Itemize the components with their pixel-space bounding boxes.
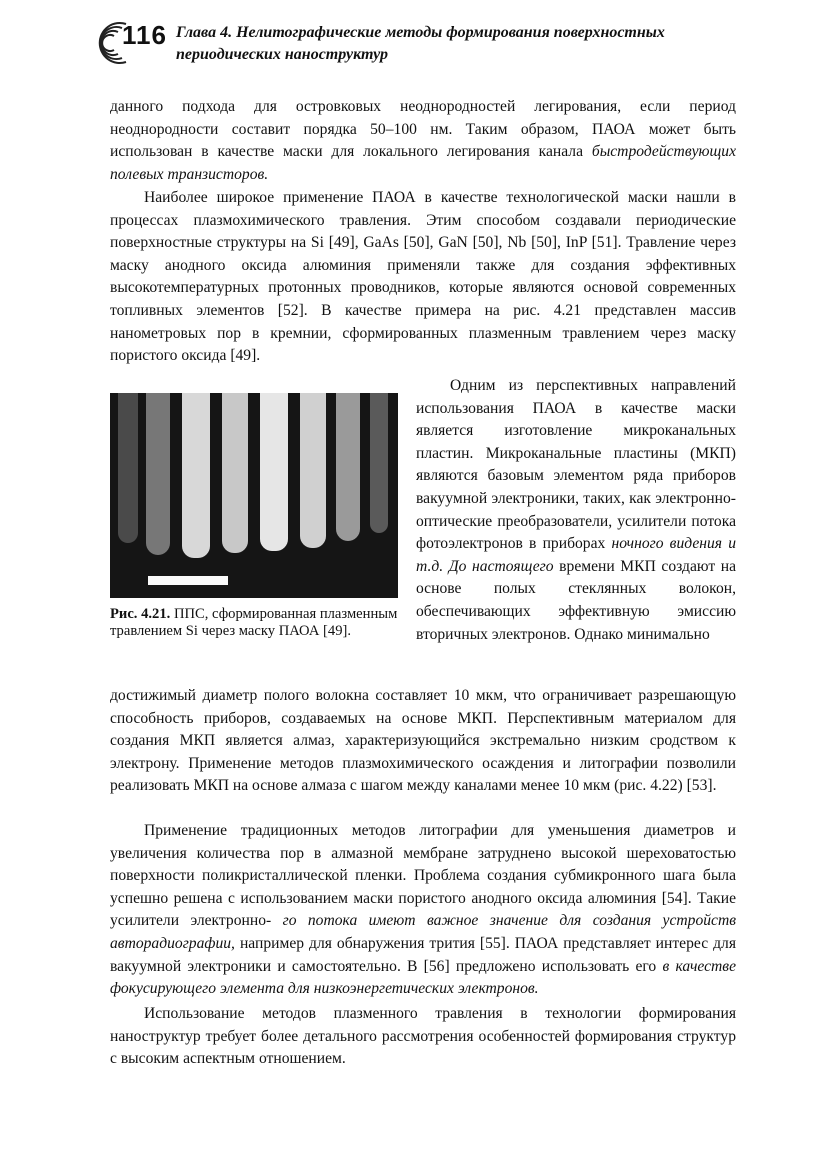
paragraph-4 xyxy=(110,820,736,1001)
pore xyxy=(118,393,138,543)
pore xyxy=(182,393,210,558)
pore xyxy=(146,393,170,555)
page-number: 116 xyxy=(122,20,167,50)
pore xyxy=(336,393,360,541)
paragraph-4-text-b: например для обнаружения трития [55]. ПАОА представляет интерес для вакуумной электроники и самостоятельно. В [56] предложено использовать его xyxy=(110,934,736,975)
paragraph-1 xyxy=(110,96,736,186)
paragraph-3-wrapped xyxy=(416,375,736,646)
figure-sem-image xyxy=(110,393,398,598)
paragraph-2-text: Наиболее широкое применение ПАОА в качестве технологической маски нашли в процессах плазмохимического травления. Этим способом создавали периодические поверхностные структуры на Si [49], GaAs [50], GaN [50], Nb [50], InP [51]. Травление через маску анодного оксида алюминия применяли также для создания эффективных высокотемпературных протонных проводников, которые являются основой современных топливных элементов [52]. В качестве примера на рис. 4.21 представлен массив нанометровых пор в кремнии, сформированных плазменным травлением через маску пористого оксида [49]. xyxy=(110,189,736,365)
paragraph-5 xyxy=(110,1003,736,1071)
scale-bar xyxy=(148,576,228,585)
figure-caption xyxy=(110,606,400,640)
paragraph-3-continued xyxy=(110,685,736,798)
page-header xyxy=(86,18,746,78)
paragraph-4-italic-1: го потока имеют важное значение для создания устройств авторадиографии, xyxy=(110,912,736,952)
paragraph-3-text-b: времени МКП создают на основе полых стеклянных волокон, обеспечивающих эффективную эмиссию вторичных электронов. Однако минимально xyxy=(416,557,736,643)
pore xyxy=(370,393,388,533)
figure-caption-text: ППС, сформированная плазменным травлением Si через маску ПАОА [49]. xyxy=(110,606,398,639)
paragraph-4-italic-2: в качестве фокусирующего элемента для низкоэнергетических электронов. xyxy=(110,957,736,998)
figure-caption-label: Рис. 4.21. xyxy=(110,606,171,622)
paragraph-1-italic: быстродействующих полевых транзисторов. xyxy=(110,143,736,183)
pore xyxy=(222,393,248,553)
paragraph-1-text: данного подхода для островковых неоднородностей легирования, если период неоднородности составит порядка 50–100 нм. Таким образом, ПАОА может быть использован в качестве маски для локального легирования канала xyxy=(110,98,736,161)
paragraph-2 xyxy=(110,187,736,368)
paragraph-3-text-a: Одним из перспективных направлений использования ПАОА в качестве маски является изготовление микроканальных пластин. Микроканальные пластины (МКП) являются базовым элементом ряда приборов вакуумной электроники, таких, как электронно-оптические преобразователи, усилители потока фотоэлектронов в приборах xyxy=(416,377,736,553)
paragraph-3-text-c: достижимый диаметр полого волокна составляет 10 мкм, что ограничивает разрешающую способность приборов, создаваемых на основе МКП. Перспективным материалом для создания МКП является алмаз, характеризующийся экстремально низким сродством к электрону. Применение методов плазмохимического осаждения и литографии позволили реализовать МКП на основе алмаза с шагом между каналами менее 10 мкм (рис. 4.22) [53]. xyxy=(110,687,736,795)
paragraph-5-text: Использование методов плазменного травления в технологии формирования наноструктур требует более детального рассмотрения особенностей формирования структур с высоким аспектным отношением. xyxy=(110,1005,736,1068)
paragraph-3-italic: ночного видения и т.д. До настоящего xyxy=(416,535,736,575)
chapter-title: Глава 4. Нелитографические методы формирования поверхностных периодических наноструктур xyxy=(176,24,665,63)
pore xyxy=(260,393,288,551)
pore xyxy=(300,393,326,548)
paragraph-4-text-a: Применение традиционных методов литографии для уменьшения диаметров и увеличения количества пор в алмазной мембране затруднено высокой шереховатостью поверхности поликристаллической пленки. Проблема создания субмикронного шага была успешно решена с использованием маски пористого анодного оксида алюминия [54]. Такие усилители электронно- xyxy=(110,822,736,930)
